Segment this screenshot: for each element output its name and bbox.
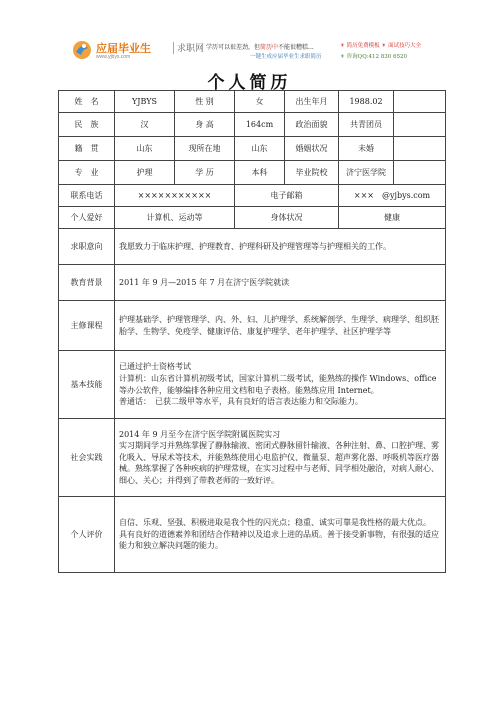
education-value: 本科 <box>235 161 285 185</box>
logo-icon <box>72 40 92 60</box>
resume-table <box>58 90 446 573</box>
slogan-prefix: 学历可以很差劲，但 <box>206 44 261 51</box>
name-label: 姓 名 <box>59 91 115 113</box>
photo-cell <box>394 91 446 113</box>
name-value: YJBYS <box>115 91 175 113</box>
skills-text <box>115 351 446 419</box>
email-label: 电子邮箱 <box>235 185 339 207</box>
hobby-value: 计算机、运动等 <box>115 207 235 229</box>
evaluation-label: 个人评价 <box>59 497 115 573</box>
gender-value: 女 <box>235 91 285 113</box>
ethnic-value: 汉 <box>115 113 175 137</box>
birth-label: 出生年月 <box>285 91 339 113</box>
skills-line: 计算机：山东省计算机初级考试，国家计算机二级考试，能熟练的操作 Windows、office 等办公软件，能够编排各种应用文档和电子表格。能熟练应用 Internet。 <box>119 373 437 395</box>
promo-links[interactable]: ☀ 简历免费模板 ☀ 面试技巧大全 <box>340 43 422 49</box>
table-row <box>59 419 446 497</box>
table-row <box>59 161 446 185</box>
background-label: 教育背景 <box>59 265 115 301</box>
slogan-sub[interactable]: 一键生成应届毕业生求职简历 <box>250 54 322 60</box>
email-value: ××× @yjbys.com <box>339 185 446 207</box>
practice-line: 2014 年 9 月至今在济宁医学院附属医院实习 <box>119 429 281 439</box>
origin-value: 山东 <box>115 137 175 161</box>
practice-label: 社会实践 <box>59 419 115 497</box>
major-label: 专 业 <box>59 161 115 185</box>
background-text: 2011 年 9 月—2015 年 7 月在济宁医学院就读 <box>115 265 446 301</box>
table-row <box>59 265 446 301</box>
intention-label: 求职意向 <box>59 229 115 265</box>
skills-line: 普通话： 已获二级甲等水平，具有良好的语言表达能力和交际能力。 <box>119 397 363 407</box>
health-value: 健康 <box>339 207 446 229</box>
courses-text: 护理基础学、护理管理学、内、外、妇、儿护理学、系统解剖学、生理学、病理学、组织胚胎学、生物学、免疫学、健康评估、康复护理学、老年护理学、社区护理学等 <box>115 301 446 351</box>
residence-value: 山东 <box>235 137 285 161</box>
page-title: 个人简历 <box>207 73 292 93</box>
table-row <box>59 229 446 265</box>
photo-cell <box>394 137 446 161</box>
photo-cell <box>394 161 446 185</box>
skills-line: 已通过护士资格考试 <box>119 362 191 372</box>
practice-text <box>115 419 446 497</box>
height-value: 164cm <box>235 113 285 137</box>
phone-value: ××××××××××× <box>115 185 235 207</box>
table-row <box>59 137 446 161</box>
school-value: 济宁医学院 <box>339 161 394 185</box>
table-row <box>59 113 446 137</box>
residence-label: 现所在地 <box>175 137 235 161</box>
promo-contact: ☀ 咨询QQ:412 830 6520 <box>340 54 408 60</box>
logo-url: www.yjbys.com <box>96 54 131 60</box>
marital-value: 未婚 <box>339 137 394 161</box>
table-row <box>59 185 446 207</box>
health-label: 身体状况 <box>235 207 339 229</box>
slogan <box>206 42 314 51</box>
slogan-suffix: 不能很糟糕... <box>278 44 314 51</box>
major-value: 护理 <box>115 161 175 185</box>
hobby-label: 个人爱好 <box>59 207 115 229</box>
logo-site: 求职网 <box>177 43 205 53</box>
logo-name: 应届毕业生 <box>96 43 151 55</box>
table-row <box>59 207 446 229</box>
courses-label: 主修课程 <box>59 301 115 351</box>
political-value: 共青团员 <box>339 113 394 137</box>
gender-label: 性 别 <box>175 91 235 113</box>
education-label: 学 历 <box>175 161 235 185</box>
evaluation-line: 自信、乐观、坚强、积极进取是我个性的闪光点；稳重、诚实可靠是我性格的最大优点。 <box>119 518 431 528</box>
practice-line: 实习期间学习并熟练掌握了静脉输液、密闭式静脉留针输液、各种注射、鼻、口腔护理、雾化吸入、导尿术等技术，并能熟练使用心电监护仪、微量泵、超声雾化器、呼吸机等医疗器械。熟练掌握了各种疾病的护理常规，在实习过程中与老师、同学相处融洽，对病人耐心、细心、关心；并得到了带教老师的一致好评。 <box>119 441 439 485</box>
site-header <box>72 38 432 66</box>
school-label: 毕业院校 <box>285 161 339 185</box>
table-row <box>59 351 446 419</box>
evaluation-line: 具有良好的道德素养和团结合作精神以及追求上进的品质。善于接受新事物，有很强的适应能力和独立解决问题的能力。 <box>119 529 439 551</box>
slogan-highlight: 简历中 <box>260 44 279 51</box>
ethnic-label: 民 族 <box>59 113 115 137</box>
table-row <box>59 497 446 573</box>
marital-label: 婚姻状况 <box>285 137 339 161</box>
height-label: 身 高 <box>175 113 235 137</box>
logo-separator <box>173 42 174 54</box>
phone-label: 联系电话 <box>59 185 115 207</box>
photo-cell <box>394 113 446 137</box>
table-row <box>59 91 446 113</box>
table-row <box>59 301 446 351</box>
origin-label: 籍 贯 <box>59 137 115 161</box>
intention-text: 我愿致力于临床护理、护理教育、护理科研及护理管理等与护理相关的工作。 <box>115 229 446 265</box>
political-label: 政治面貌 <box>285 113 339 137</box>
evaluation-text <box>115 497 446 573</box>
birth-value: 1988.02 <box>339 91 394 113</box>
skills-label: 基本技能 <box>59 351 115 419</box>
